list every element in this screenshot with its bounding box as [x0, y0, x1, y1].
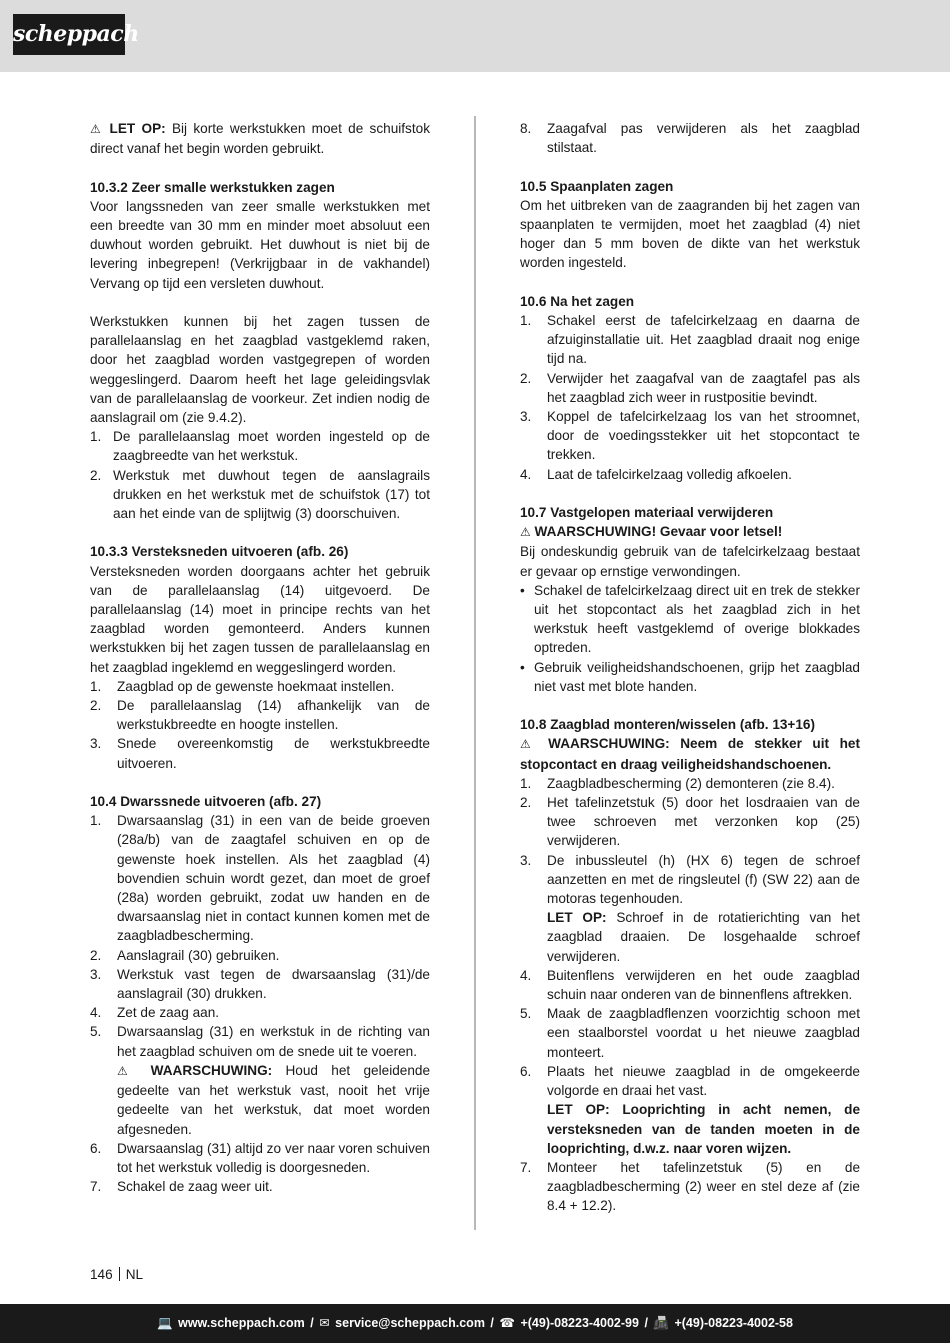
section-title: 10.3.3 Versteksneden uitvoeren (afb. 26)	[90, 544, 349, 560]
letop-note: LET OP: Schroef in de rotatierichting van het zaagblad draaien. De losgehaalde schroef verwijderen.	[547, 910, 860, 964]
warning-note: ⚠ WAARSCHUWING: Houd het geleidende gedeelte van het werkstuk vast, nooit het vrije gedeelte van het werkstuk, dat moet worden afgesneden.	[117, 1062, 431, 1137]
warning-icon: ⚠	[117, 1063, 138, 1078]
paragraph: Versteksneden worden doorgaans achter het gebruik van de parallelaanslag (14) uitgevoerd. De parallelaanslag (14) moet in principe rechts van het zaagblad worden gemonteerd. Anders kunnen werkstukken bij het zagen tussen de parallelaanslag en het zaagblad ingeklemd en weggeslingerd worden.	[90, 563, 430, 675]
list-item: 7. Schakel de zaag weer uit.	[90, 1179, 273, 1195]
list-item: 2. Het tafelinzetstuk (5) door het losdraaien van de twee schroeven met verzonken kop (25) verwijderen.	[520, 795, 860, 849]
footer-email[interactable]: service@scheppach.com	[335, 1316, 485, 1330]
list-item: 4. Laat de tafelcirkelzaag volledig afkoelen.	[520, 466, 792, 482]
numbered-list	[90, 811, 430, 1196]
list-item: 3. Koppel de tafelcirkelzaag los van het stroomnet, door de voedingsstekker uit het stopcontact te trekken.	[520, 409, 860, 463]
list-item: 3. Snede overeenkomstig de werkstukbreedte uitvoeren.	[90, 736, 430, 771]
section-title: 10.5 Spaanplaten zagen	[520, 178, 674, 194]
page-number: 146 NL	[90, 1267, 144, 1282]
list-item: 1. Schakel eerst de tafelcirkelzaag en daarna de afzuiginstallatie uit. Het zaagblad draait nog enige tijd na.	[520, 313, 860, 367]
list-item: 8. Zaagafval pas verwijderen als het zaagblad stilstaat.	[520, 121, 860, 156]
list-item: • Schakel de tafelcirkelzaag direct uit en trek de stekker uit het stopcontact als het zaagblad zich in het werkstuk heeft vastgeklemd of overige blokkades optreden.	[520, 582, 860, 656]
section-title: 10.8 Zaagblad monteren/wisselen (afb. 13+16)	[520, 717, 816, 733]
paragraph: Bij ondeskundig gebruik van de tafelcirkelzaag bestaat er gevaar op ernstige verwondingen.	[520, 544, 860, 579]
warning-icon: ⚠	[90, 122, 104, 136]
list-item: 4. Zet de zaag aan.	[90, 1005, 220, 1021]
warning-heading: ⚠ WAARSCHUWING: Neem de stekker uit het stopcontact en draag veiligheidshandschoenen.	[520, 736, 860, 772]
header-band	[0, 0, 950, 72]
paragraph: Om het uitbreken van de zaagranden bij het zagen van spaanplaten te vermijden, moet het zaagblad (4) niet hoger dan 5 mm boven de dikte van het werkstuk worden ingesteld.	[520, 197, 860, 271]
right-column	[520, 119, 860, 1216]
list-item: 2. Verwijder het zaagafval van de zaagtafel pas als het zaagblad zich weer in rustpositie bevindt.	[520, 370, 860, 405]
list-item: 2. Aanslagrail (30) gebruiken.	[90, 947, 280, 963]
section-title: 10.6 Na het zagen	[520, 293, 635, 309]
list-item: 4. Buitenflens verwijderen en het oude zaagblad schuin naar onderen van de binnenflens aftrekken.	[520, 967, 860, 1003]
fax-icon: 📠	[653, 1316, 669, 1330]
warning-heading: ⚠ WAARSCHUWING! Gevaar voor letsel!	[520, 524, 783, 540]
footer-phone: +(49)-08223-4002-99	[520, 1316, 639, 1330]
footer-bar: 💻 www.scheppach.com / ✉ service@scheppach.com / ☎ +(49)-08223-4002-99 / 📠 +(49)-08223-4002-58	[0, 1304, 950, 1343]
list-item: 5. Dwarsaanslag (31) en werkstuk in de richting van het zaagblad schuiven om de snede uit te voeren.	[90, 1024, 430, 1059]
list-item: 7. Monteer het tafelinzetstuk (5) en de zaagbladbescherming (2) weer en stel deze af (zie 8.4 + 12.2).	[520, 1159, 860, 1214]
section-title: 10.7 Vastgelopen materiaal verwijderen	[520, 505, 774, 521]
numbered-list	[520, 311, 860, 484]
warning-icon: ⚠	[520, 525, 531, 540]
list-item: 6. Plaats het nieuwe zaagblad in de omgekeerde volgorde en draai het vast.	[520, 1063, 860, 1099]
list-item: 1. Zaagbladbescherming (2) demonteren (zie 8.4).	[520, 775, 835, 791]
numbered-list	[90, 677, 430, 773]
paragraph: Voor langssneden van zeer smalle werkstukken met een breedte van 30 mm en minder moet absoluut een duwhout worden gebruikt. Het duwhout is niet bij de levering inbegrepen! (Verkrijgbaar in de vakhandel) Vervang op tijd een versleten duwhout.	[90, 198, 430, 291]
list-item: 1. Dwarsaanslag (31) in een van de beide groeven (28a/b) van de zaagtafel schuiven en op de gewenste hoek instellen. Als het zaagblad (4) bovendien schuin wordt gezet, dan moet de groef (28a) worden gebruikt, zodat uw handen en de dwarsaanslag niet in contact kunnen komen met de zaagbladbescherming.	[90, 813, 430, 944]
letop-note: ⚠ LET OP: Bij korte werkstukken moet de schuifstok direct vanaf het begin worden gebruikt.	[90, 121, 430, 157]
footer-website[interactable]: www.scheppach.com	[178, 1316, 305, 1330]
list-item: 2. Werkstuk met duwhout tegen de aanslagrails drukken en het werkstuk met de schuifstok (17) tot aan het einde van de splijtwig (3) doorschuiven.	[90, 467, 430, 522]
list-item: 1. Zaagblad op de gewenste hoekmaat instellen.	[90, 678, 395, 694]
list-item: 3. Werkstuk vast tegen de dwarsaanslag (31)/de aanslagrail (30) drukken.	[90, 966, 430, 1002]
list-item: 3. De inbussleutel (h) (HX 6) tegen de schroef aanzetten en met de ringsleutel (f) (SW 22) aan de motoras tegenhouden.	[520, 852, 860, 907]
left-column	[90, 119, 430, 1196]
list-item: 2. De parallelaanslag (14) afhankelijk van de werkstukbreedte en hoogte instellen.	[90, 698, 430, 733]
scheppach-logo: scheppach	[13, 14, 125, 55]
list-item: • Gebruik veiligheidshandschoenen, grijp het zaagblad niet vast met blote handen.	[520, 659, 860, 694]
bullet-list	[520, 581, 860, 696]
numbered-list	[90, 427, 430, 523]
warning-icon: ⚠	[520, 737, 538, 752]
list-item: 6. Dwarsaanslag (31) altijd zo ver naar voren schuiven tot het werkstuk volledig is doorgesneden.	[90, 1140, 430, 1175]
list-item: 5. Maak de zaagbladflenzen voorzichtig schoon met een staalborstel voordat u het nieuwe zaagblad monteert.	[520, 1006, 860, 1060]
computer-icon: 💻	[157, 1316, 173, 1330]
paragraph: Werkstukken kunnen bij het zagen tussen de parallelaanslag en het zaagblad vastgeklemd raken, door het zaagblad worden vastgegrepen of worden weggeslingerd. Daarom heeft het lage geleidingsvlak van de parallelaanslag de voorkeur. Zet indien nodig de aanslagrail om (zie 9.4.2).	[90, 314, 430, 426]
list-item: 1. De parallelaanslag moet worden ingesteld op de zaagbreedte van het werkstuk.	[90, 429, 430, 464]
footer-fax: +(49)-08223-4002-58	[674, 1316, 793, 1330]
mail-icon: ✉	[319, 1316, 330, 1330]
section-title: 10.3.2 Zeer smalle werkstukken zagen	[90, 179, 335, 195]
letop-note: LET OP: Looprichting in acht nemen, de versteksneden van de tanden moeten in de looprichting, d.w.z. naar voren wijzen.	[547, 1102, 860, 1156]
column-divider	[474, 116, 476, 1230]
phone-icon: ☎	[499, 1316, 515, 1330]
numbered-list	[520, 774, 860, 1216]
section-title: 10.4 Dwarssnede uitvoeren (afb. 27)	[90, 794, 322, 810]
